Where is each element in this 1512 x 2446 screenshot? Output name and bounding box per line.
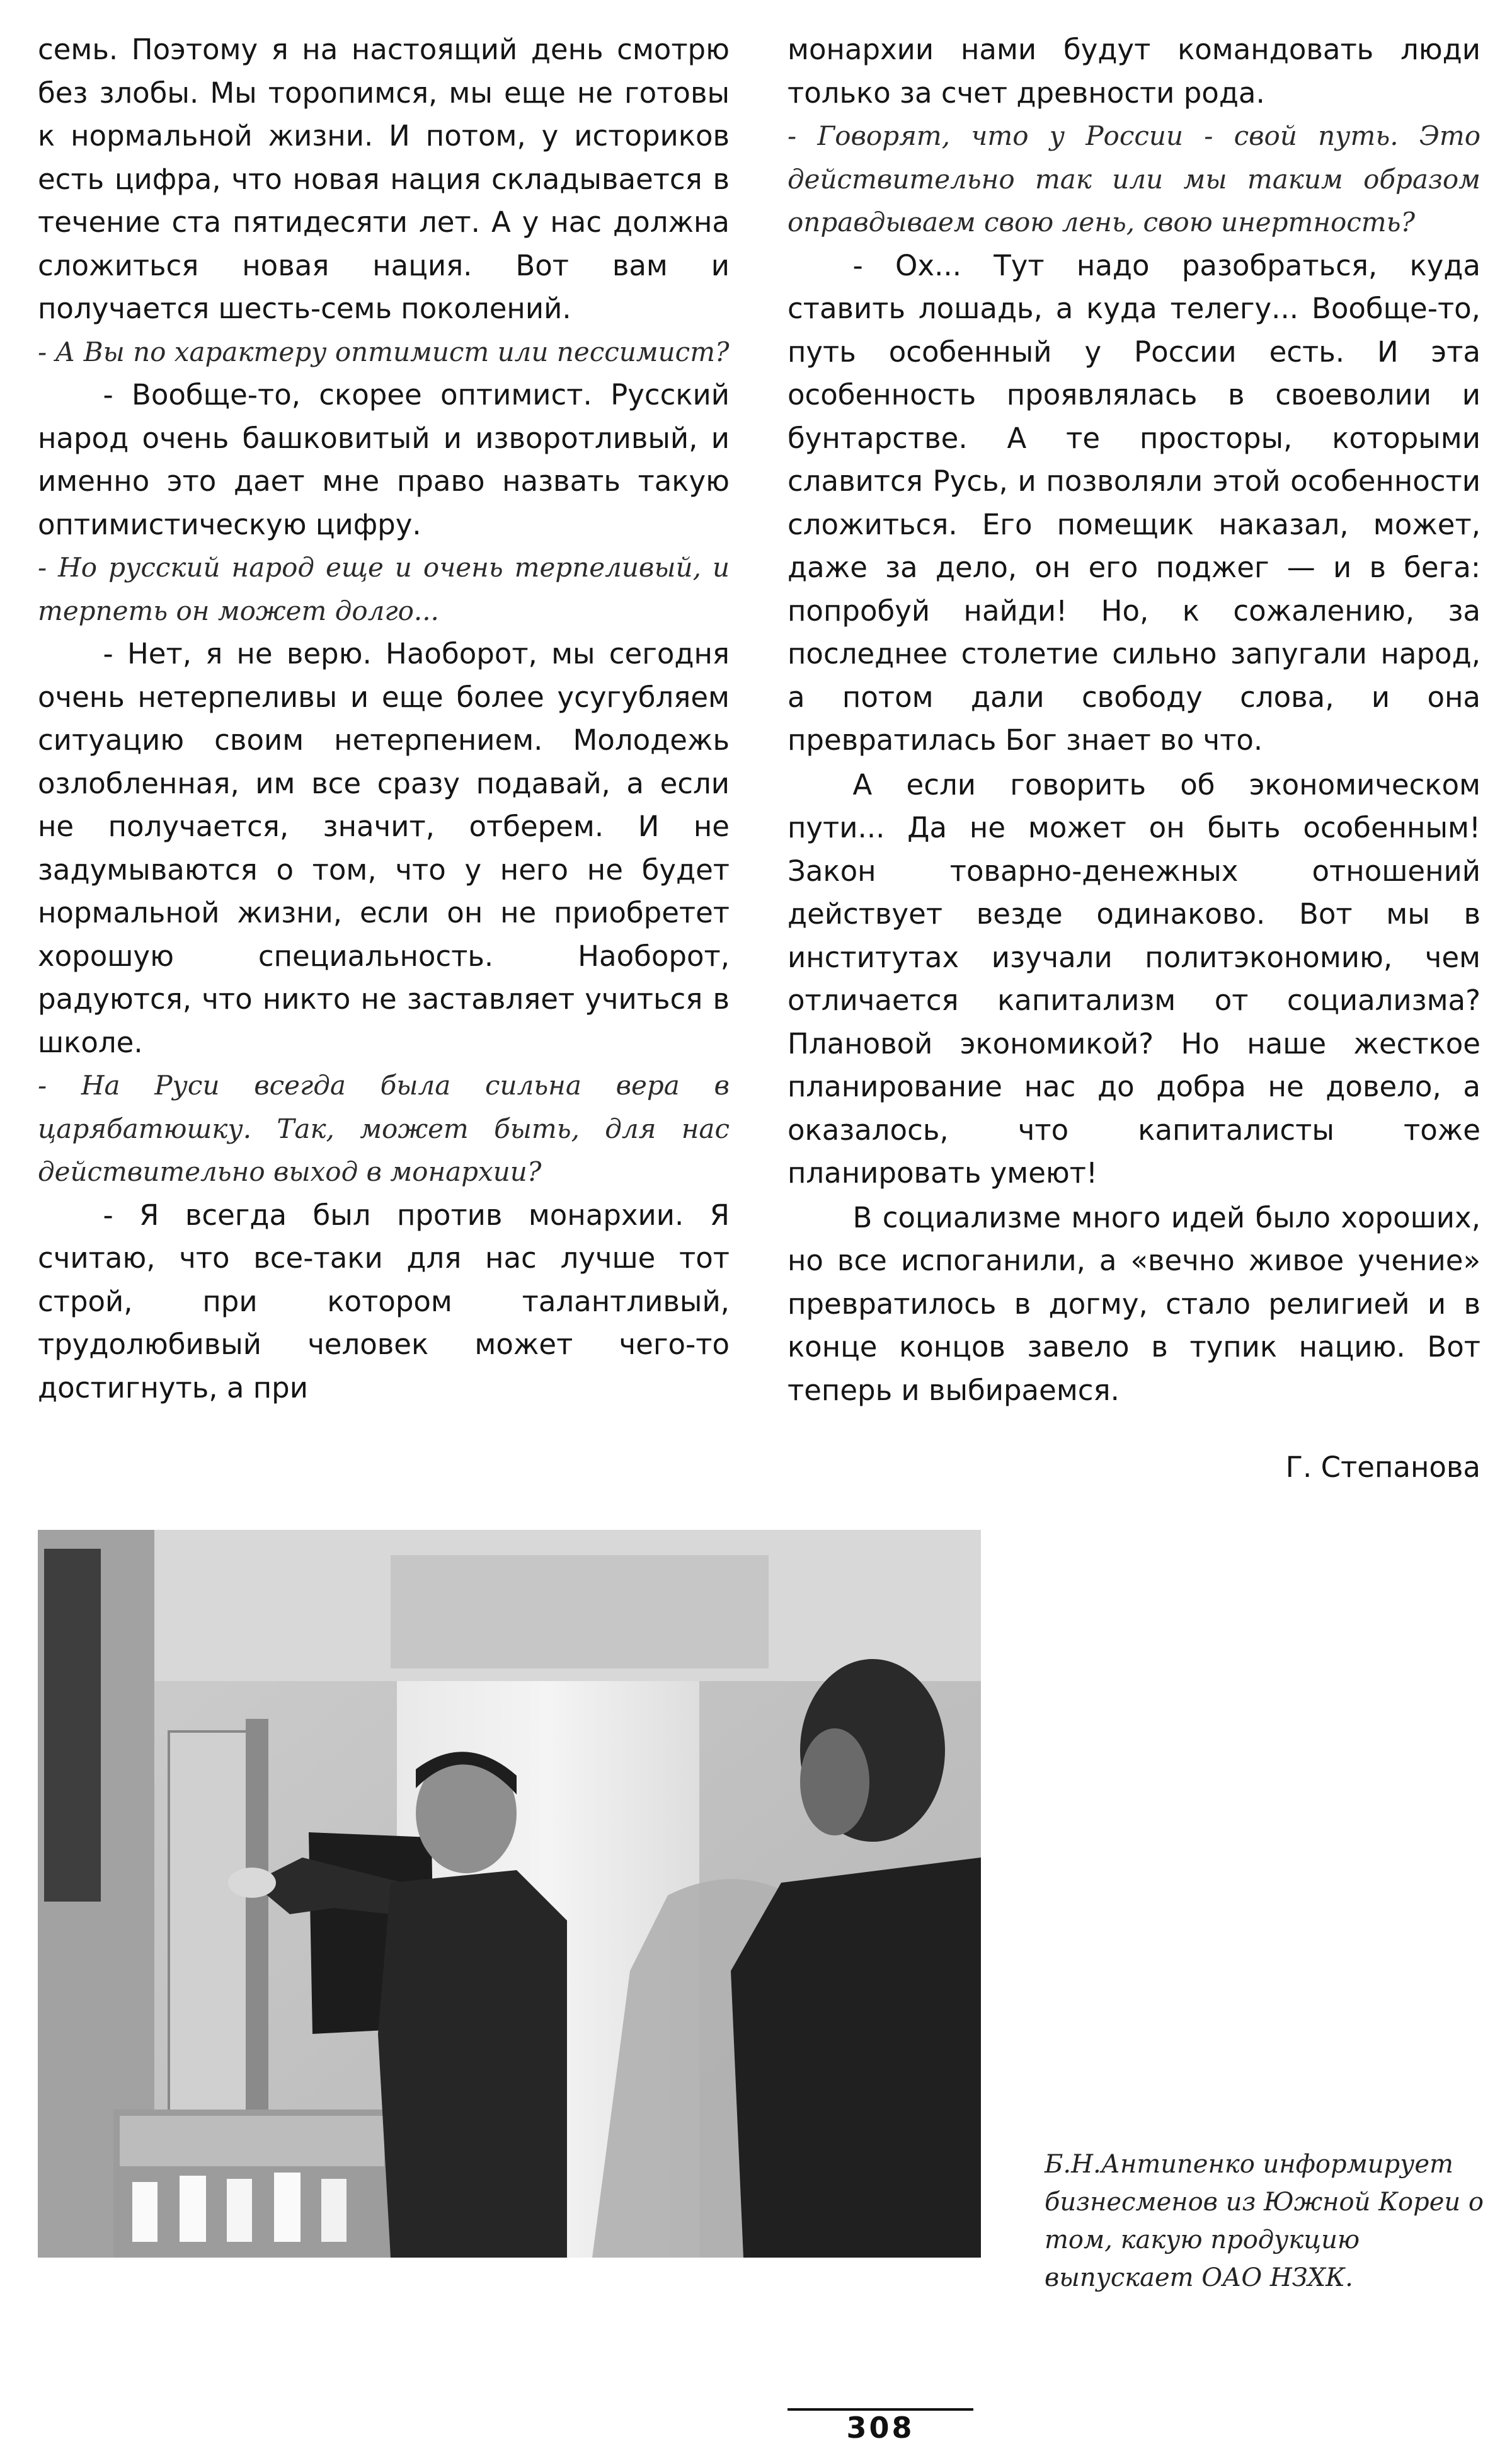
article-photo — [38, 1530, 981, 2258]
interview-question: - А Вы по характеру оптимист или пессимист? — [38, 336, 730, 367]
interview-question: - На Руси всегда была сильна вера в царябатюшку. Так, может быть, для нас действительно выход в монархии? — [38, 1070, 730, 1187]
interview-answer: - Я всегда был против монархии. Я считаю, что все-таки для нас лучше тот строй, при котором талантливый, трудолюбивый человек может чего-то достигнуть, а при — [38, 1198, 730, 1404]
paragraph: В социализме много идей было хороших, но все испоганили, а «вечно живое учение» превратилось в догму, стало религией и в конце концов завело в тупик нацию. Вот теперь и выбираемся. — [788, 1200, 1480, 1407]
interview-answer: - Вообще-то, скорее оптимист. Русский народ очень башковитый и изворотливый, и именно это дает мне право назвать такую оптимистическую цифру. — [38, 378, 730, 541]
right-text-column — [788, 28, 1480, 1412]
paragraph: А если говорить об экономическом пути... Да не может он быть особенным! Закон товарно-денежных отношений действует везде одинаково. Вот мы в институтах изучали политэкономию, чем отличается капитализм от социализма? Плановой экономикой? Но наше жесткое планирование нас до добра не довело, а оказалось, что капиталисты тоже планировать умеют! — [788, 767, 1480, 1190]
photo-caption: Б.Н.Антипенко информирует бизнесменов из Южной Кореи о том, какую продукцию выпускает ОАО НЗХК. — [1045, 2150, 1484, 2292]
display-cabinet — [113, 2110, 391, 2258]
interview-question: - Говорят, что у России - свой путь. Это действительно так или мы таким образом оправдываем свою лень, свою инертность? — [788, 120, 1480, 238]
interview-answer: - Нет, я не верю. Наоборот, мы сегодня очень нетерпеливы и еще более усугубляем ситуацию своим нетерпением. Молодежь озлобленная, им все сразу подавай, а если не получается, значит, отберем. И не задумываются о том, что у него не будет нормальной жизни, если он не приобретет хорошую специальность. Наоборот, радуются, что никто не заставляет учиться в школе. — [38, 637, 730, 1059]
paragraph: монархии нами будут командовать люди только за счет древности рода. — [788, 33, 1480, 110]
interview-question: - Но русский народ еще и очень терпеливый, и терпеть он может долго... — [38, 552, 730, 626]
interview-answer: - Ох... Тут надо разобраться, куда ставить лошадь, а куда телегу... Вообще-то, путь особенный у России есть. И эта особенность проявлялась в своеволии и бунтарстве. А те просторы, которыми славится Русь, и позволяли этой особенности сложиться. Его помещик наказал, может, даже за дело, он его поджег — и в бега: попробуй найди! Но, к сожалению, за последнее столетие сильно запугали народ, а потом дали свободу слова, и она превратилась Бог знает во что. — [788, 248, 1480, 757]
paragraph: семь. Поэтому я на настоящий день смотрю без злобы. Мы торопимся, мы еще не готовы к нормальной жизни. И потом, у историков есть цифра, что новая нация складывается в течение ста пятидесяти лет. А у нас должна сложиться новая нация. Вот вам и получается шесть-семь поколений. — [38, 33, 730, 325]
page-number: 308 — [846, 2411, 915, 2445]
left-text-column — [38, 28, 730, 1410]
author-signature: Г. Степанова — [1285, 1450, 1480, 1484]
